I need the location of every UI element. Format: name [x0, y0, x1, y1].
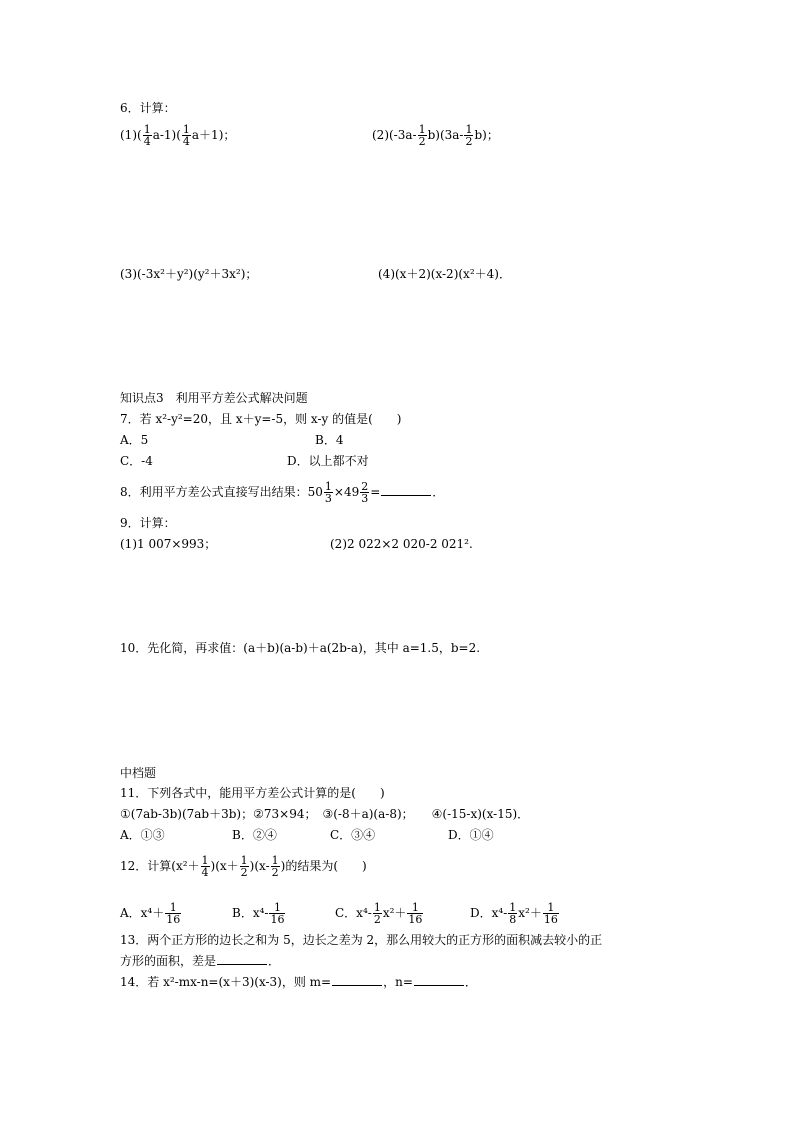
answer-blank[interactable] — [381, 485, 431, 496]
q7-option-c: C．-4 — [120, 454, 153, 468]
q6-part4: (4)(x＋2)(x-2)(x²＋4)． — [378, 267, 511, 281]
q11-option-d: D．①④ — [448, 828, 494, 842]
text: )(x＋ — [210, 859, 239, 873]
fraction: $\frac{1}{2}$ — [373, 901, 381, 926]
q6-part1 — [120, 124, 235, 147]
fraction: $\frac{1}{3}$ — [324, 480, 332, 505]
q12-option-b — [232, 902, 286, 925]
text: b)； — [474, 128, 499, 142]
q9-part2: (2)2 022×2 020-2 021². — [330, 537, 473, 551]
text: x²＋ — [518, 906, 542, 920]
fraction: $\frac{1}{16}$ — [166, 901, 181, 926]
text: (1)( — [120, 128, 142, 142]
fraction: $\frac{1}{8}$ — [509, 901, 517, 926]
q9-title: 9．计算： — [120, 516, 176, 530]
q7-option-a: A．5 — [120, 433, 149, 447]
q10: 10．先化简，再求值：(a＋b)(a-b)＋a(2b-a)，其中 a=1.5，b=2. — [120, 641, 481, 655]
text: (2)(-3a- — [372, 128, 417, 142]
text: A．x⁴＋ — [120, 906, 165, 920]
fraction: $\frac{1}{4}$ — [182, 123, 190, 148]
answer-blank[interactable] — [217, 954, 267, 965]
q12-stem — [120, 855, 367, 878]
text: ． — [432, 485, 445, 499]
q14 — [120, 974, 477, 990]
q6-part3: (3)(-3x²＋y²)(y²＋3x²)； — [120, 267, 258, 281]
text: ×49 — [333, 485, 360, 499]
fraction: $\frac{1}{16}$ — [270, 901, 285, 926]
q11-items: ①(7ab-3b)(7ab＋3b)；②73×94； ③(-8＋a)(a-8)； ④(-15-x)(x-15)． — [120, 807, 530, 821]
text: x²＋ — [382, 906, 407, 920]
fraction: $\frac{1}{2}$ — [465, 123, 473, 148]
q8 — [120, 481, 444, 504]
text: C．x⁴- — [335, 906, 372, 920]
q11-stem: 11．下列各式中，能用平方差公式计算的是( ) — [120, 786, 385, 800]
answer-blank-n[interactable] — [414, 975, 464, 986]
text: B．x⁴- — [232, 906, 269, 920]
q13-line2 — [120, 953, 280, 969]
text: ． — [464, 975, 477, 989]
section-heading-mid: 中档题 — [120, 766, 157, 780]
fraction: $\frac{1}{2}$ — [271, 854, 279, 879]
q7-stem: 7．若 x²-y²=20，且 x＋y=-5，则 x-y 的值是( ) — [120, 412, 402, 426]
fraction: $\frac{1}{2}$ — [418, 123, 426, 148]
q13-line1: 13．两个正方形的边长之和为 5，边长之差为 2，那么用较大的正方形的面积减去较小的正 — [120, 933, 603, 947]
fraction: $\frac{1}{4}$ — [143, 123, 151, 148]
text: 14．若 x²-mx-n=(x＋3)(x-3)，则 m= — [120, 975, 332, 989]
text: = — [370, 485, 381, 499]
text: )的结果为( ) — [280, 859, 367, 873]
fraction: $\frac{1}{16}$ — [408, 901, 423, 926]
q7-option-d: D．以上都不对 — [287, 454, 369, 468]
q9-part1: (1)1 007×993； — [120, 537, 217, 551]
text: ，n= — [383, 975, 413, 989]
text: a＋1)； — [191, 128, 236, 142]
q11-option-a: A．①③ — [120, 828, 165, 842]
fraction: $\frac{1}{4}$ — [201, 854, 209, 879]
text: D．x⁴- — [470, 906, 508, 920]
section-heading-kp3: 知识点3 利用平方差公式解决问题 — [120, 391, 308, 405]
q6-title: 6．计算： — [120, 101, 176, 115]
text: a-1)( — [152, 128, 181, 142]
q12-option-c — [335, 902, 424, 925]
text: 8．利用平方差公式直接写出结果：50 — [120, 485, 323, 499]
q12-option-d — [470, 902, 560, 925]
q11-option-c: C．③④ — [330, 828, 376, 842]
q12-option-a — [120, 902, 182, 925]
fraction: $\frac{1}{16}$ — [543, 901, 558, 926]
fraction: $\frac{2}{3}$ — [361, 480, 369, 505]
answer-blank-m[interactable] — [332, 975, 382, 986]
text: 方形的面积，差是 — [120, 954, 217, 968]
text: ． — [268, 954, 281, 968]
fraction: $\frac{1}{2}$ — [240, 854, 248, 879]
text: )(x- — [249, 859, 270, 873]
text: b)(3a- — [427, 128, 464, 142]
q7-option-b: B．4 — [315, 433, 344, 447]
q11-option-b: B．②④ — [232, 828, 277, 842]
q6-part2 — [372, 124, 499, 147]
text: 12．计算(x²＋ — [120, 859, 200, 873]
